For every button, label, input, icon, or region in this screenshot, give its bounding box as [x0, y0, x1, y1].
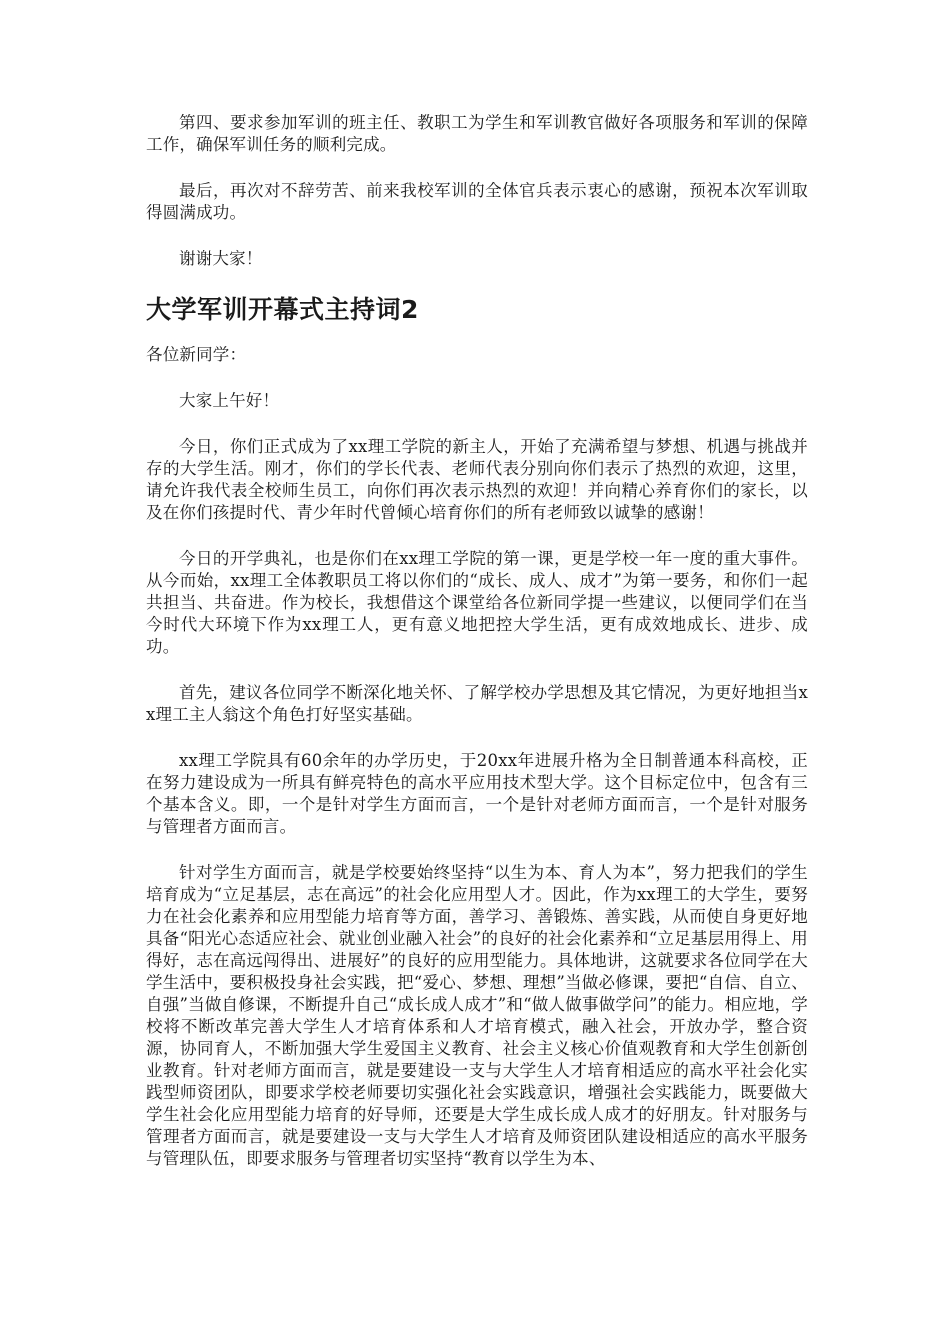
paragraph-welcome: 今日，你们正式成为了xx理工学院的新主人，开始了充满希望与梦想、机遇与挑战并存的大学生活。刚才，你们的学长代表、老师代表分别向你们表示了热烈的欢迎，这里，请允许我代表全校师生员工，向你们再次表示热烈的欢迎！并向精心养育你们的家长，以及在你们孩提时代、青少年时代曾倾心培育你们的所有老师致以诚挚的感谢！	[146, 437, 808, 522]
paragraph-final-thanks: 最后，再次对不辞劳苦、前来我校军训的全体官兵表示衷心的感谢，预祝本次军训取得圆满成功。	[146, 181, 808, 222]
paragraph-opening-ceremony: 今日的开学典礼，也是你们在xx理工学院的第一课，更是学校一年一度的重大事件。从今而始，xx理工全体教职员工将以你们的“成长、成人、成才”为第一要务，和你们一起共担当、共奋进。作为校长，我想借这个课堂给各位新同学提一些建议，以便同学们在当今时代大环境下作为xx理工人，更有意义地把控大学生活，更有成效地成长、进步、成功。	[146, 549, 808, 656]
paragraph-school-history: xx理工学院具有60余年的办学历史，于20xx年进展升格为全日制普通本科高校，正在努力建设成为一所具有鲜亮特色的高水平应用技术型大学。这个目标定位中，包含有三个基本含义。即，一个是针对学生方面而言，一个是针对老师方面而言，一个是针对服务与管理者方面而言。	[146, 751, 808, 836]
paragraph-thank-you: 谢谢大家！	[179, 249, 263, 268]
paragraph-student-aspect: 针对学生方面而言，就是学校要始终坚持“以生为本、育人为本”，努力把我们的学生培育成为“立足基层，志在高远”的社会化应用型人才。因此，作为xx理工的大学生，要努力在社会化素养和应用型能力培育等方面，善学习、善锻炼、善实践，从而使自身更好地具备“阳光心态适应社会、就业创业融入社会”的良好的社会化素养和“立足基层用得上、用得好，志在高远闯得出、进展好”的良好的应用型能力。具体地讲，这就要求各位同学在大学生活中，要积极投身社会实践，把“爱心、梦想、理想”当做必修课，要把“自信、自立、自强”当做自修课，不断提升自己“成长成人成才”和“做人做事做学问”的能力。相应地，学校将不断改革完善大学生人才培育体系和人才培育模式，融入社会，开放办学，整合资源，协同育人，不断加强大学生爱国主义教育、社会主义核心价值观教育和大学生创新创业教育。针对老师方面而言，就是要建设一支与大学生人才培育相适应的高水平社会化实践型师资团队，即要求学校老师要切实强化社会实践意识，增强社会实践能力，既要做大学生社会化应用型能力培育的好导师，还要是大学生成长成人成才的好朋友。针对服务与管理者方面而言，就是要建设一支与大学生人才培育及师资团队建设相适应的高水平服务与管理队伍，即要求服务与管理者切实坚持“教育以学生为本、	[146, 863, 808, 1168]
paragraph-fourth-requirement: 第四、要求参加军训的班主任、教职工为学生和军训教官做好各项服务和军训的保障工作，确保军训任务的顺利完成。	[146, 113, 808, 154]
document-page	[146, 112, 808, 1170]
greeting: 大家上午好！	[179, 391, 280, 410]
paragraph-first-suggestion: 首先，建议各位同学不断深化地关怀、了解学校办学思想及其它情况，为更好地担当xx理工主人翁这个角色打好坚实基础。	[146, 683, 808, 724]
section-heading: 大学军训开幕式主持词2	[146, 295, 419, 324]
salutation: 各位新同学：	[146, 345, 247, 364]
